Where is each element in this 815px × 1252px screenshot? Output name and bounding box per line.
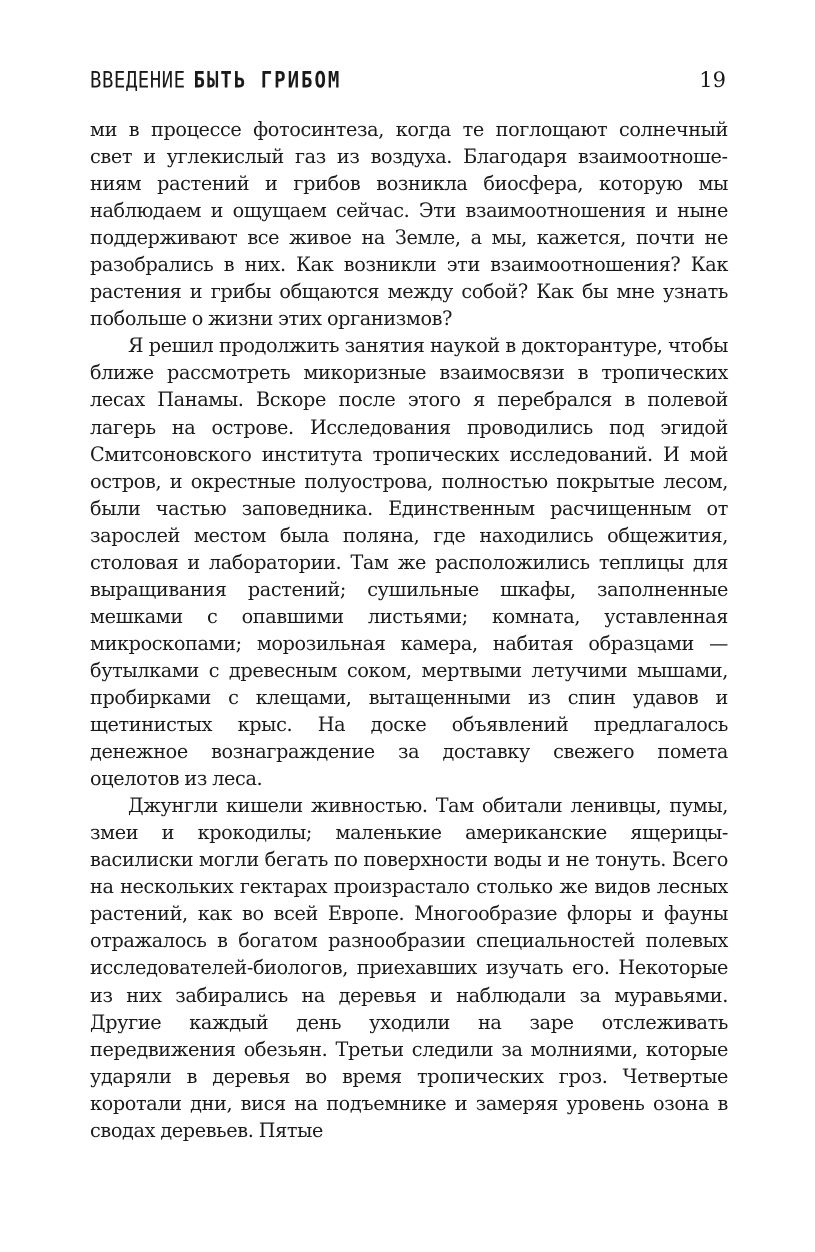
- running-head-section: ВВЕДЕНИЕ: [90, 68, 186, 94]
- paragraph-doctorate: Я решил продолжить занятия наукой в докторантуре, чтобы ближе рассмотреть микоризные взаимосвязи в тропических лесах Панамы. Вскоре после этого я перебрался в полевой лагерь на острове. Исследования проводились под эгидой Смитсоновского института тропических исследований. И мой остров, и окрестные полуострова, полностью покрытые лесом, были частью заповедника. Единственным расчищенным от зарослей местом была поляна, где находились общежития, столовая и лаборатории. Там же расположились теплицы для выращивания растений; сушильные шкафы, заполненные мешками с опавшими листьями; комната, уставленная микроскопами; морозильная камера, набитая образцами — бутылками с древесным соком, мертвыми летучими мышами, пробирками с клещами, вытащенными из спин удавов и щетинистых крыс. На доске объявлений предлагалось денежное вознаграждение за доставку свежего помета оцелотов из леса.: [90, 334, 728, 791]
- body-text: [90, 116, 728, 1144]
- running-head-chapter: БЫТЬ ГРИБОМ: [193, 68, 342, 94]
- page-number: 19: [699, 68, 726, 92]
- running-head: [90, 66, 730, 96]
- paragraph-continued: ми в процессе фотосинтеза, когда те поглощают солнечный свет и углекислый газ из воздуха. Благодаря взаимоотношениям растений и грибов возникла биосфера, которую мы наблюдаем и ощущаем сейчас. Эти взаимоотношения и ныне поддерживают все живое на Земле, а мы, кажется, почти не разобрались в них. Как возникли эти взаимоотношения? Как растения и грибы общаются между собой? Как бы мне узнать побольше о жизни этих организмов?: [90, 118, 728, 331]
- paragraph-jungle: Джунгли кишели живностью. Там обитали ленивцы, пумы, змеи и крокодилы; маленькие американские ящерицы-василиски могли бегать по поверхности воды и не тонуть. Всего на нескольких гектарах произрастало столько же видов лесных растений, как во всей Европе. Многообразие флоры и фауны отражалось в богатом разнообразии специальностей полевых исследователей-биологов, приехавших изучать его. Некоторые из них забирались на деревья и наблюдали за муравьями. Другие каждый день уходили на заре отслеживать передвижения обезьян. Третьи следили за молниями, которые ударяли в деревья во время тропических гроз. Четвертые коротали дни, вися на подъемнике и замеряя уровень озона в сводах деревьев. Пятые: [90, 794, 728, 1142]
- running-head-title: [90, 68, 341, 93]
